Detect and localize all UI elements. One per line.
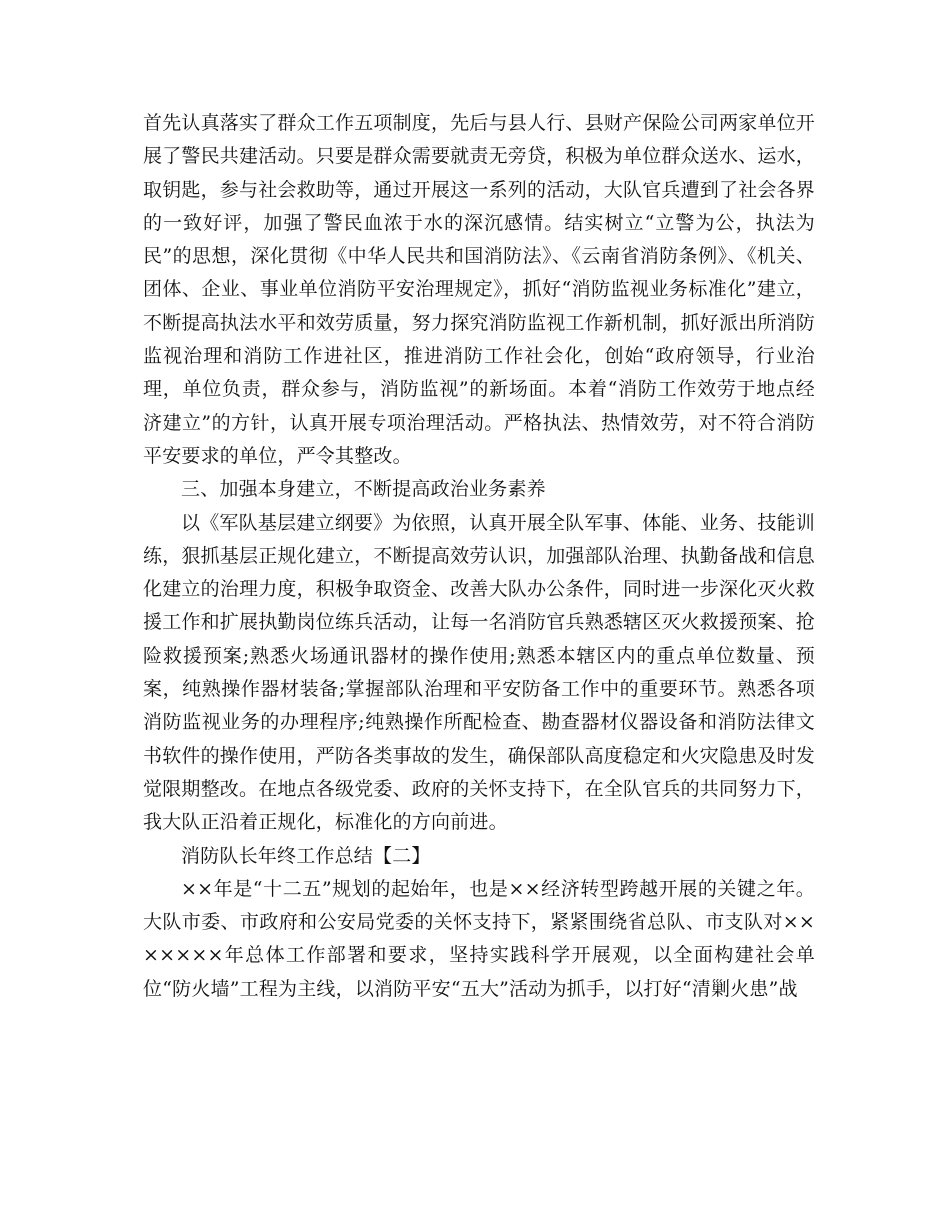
paragraph-mass-work: 首先认真落实了群众工作五项制度，先后与县人行、县财产保险公司两家单位开展了警民共建活动。只要是群众需要就责无旁贷，积极为单位群众送水、运水，取钥匙，参与社会救助等，通过开展这一系列的活动，大队官兵遭到了社会各界的一致好评，加强了警民血浓于水的深沉感情。结实树立“立警为公，执法为民”的思想，深化贯彻《中华人民共和国消防法》、《云南省消防条例》、《机关、团体、企业、事业单位消防平安治理规定》，抓好“消防监视业务标准化”建立，不断提高执法水平和效劳质量，努力探究消防监视工作新机制，抓好派出所消防监视治理和消防工作进社区，推进消防工作社会化，创始“政府领导，行业治理，单位负责，群众参与，消防监视”的新场面。本着“消防工作效劳于地点经济建立”的方针，认真开展专项治理活动。严格执法、热情效劳，对不符合消防平安要求的单位，严令其整改。 bbox=[143, 112, 816, 467]
paragraph-annual-plan: ××年是“十二五”规划的起始年，也是××经济转型跨越开展的关键之年。大队市委、市政府和公安局党委的关怀支持下，紧紧围绕省总队、市支队对×××××××年总体工作部署和要求，坚持实践科学开展观，以全面构建社会单位“防火墙”工程为主线，以消防平安“五大”活动为抓手，以打好“清剿火患”战 bbox=[143, 877, 815, 1000]
paragraph-training: 以《军队基层建立纲要》为依照，认真开展全队军事、体能、业务、技能训练，狠抓基层正规化建立，不断提高效劳认识，加强部队治理、执勤备战和信息化建立的治理力度，积极争取资金、改善大队办公条件，同时进一步深化灭火救援工作和扩展执勤岗位练兵活动，让每一名消防官兵熟悉辖区灭火救援预案、抢险救援预案;熟悉火场通讯器材的操作使用;熟悉本辖区内的重点单位数量、预案，纯熟操作器材装备;掌握部队治理和平安防备工作中的重要环节。熟悉各项消防监视业务的办理程序;纯熟操作所配检查、勘查器材仪器设备和消防法律文书软件的操作使用，严防各类事故的发生，确保部队高度稳定和火灾隐患及时发觉限期整改。在地点各级党委、政府的关怀支持下，在全队官兵的共同努力下，我大队正沿着正规化，标准化的方向前进。 bbox=[143, 511, 816, 834]
section-title-summary-two: 消防队长年终工作总结【二】 bbox=[181, 844, 431, 867]
section-heading-self-building: 三、加强本身建立，不断提高政治业务素养 bbox=[181, 478, 546, 501]
document-body bbox=[143, 107, 815, 1006]
